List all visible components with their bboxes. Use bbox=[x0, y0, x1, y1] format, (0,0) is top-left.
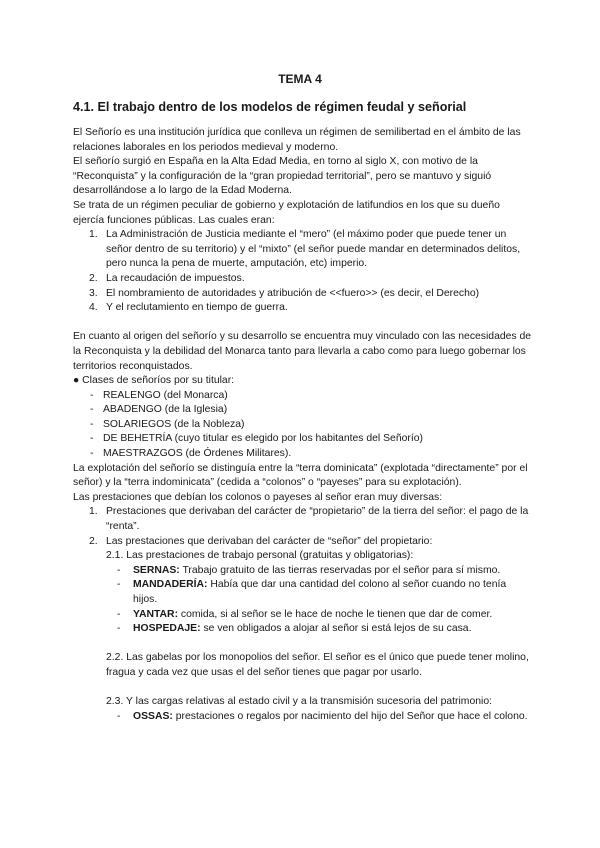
list-item bbox=[73, 535, 533, 550]
list-text: La recaudación de impuestos. bbox=[106, 272, 245, 284]
document-body bbox=[73, 126, 533, 724]
list-number: 1. bbox=[89, 229, 98, 241]
term-label: HOSPEDAJE: bbox=[133, 623, 201, 635]
term-text: se ven obligados a alojar al señor si está lejos de su casa. bbox=[203, 623, 472, 635]
subsection-heading: 2.1. Las prestaciones de trabajo personal (gratuitas y obligatorias): bbox=[106, 550, 414, 562]
intro-paragraph: El señorío surgió en España en la Alta Edad Media, en torno al siglo X, con motivo de la “Reconquista” y la configuración de la “gran propiedad territorial”, pero se mantuvo y siguió desarrollándose a lo largo de la Edad Moderna. bbox=[73, 156, 492, 197]
term-text: Había que dar una cantidad del colono al señor cuando no tenía hijos. bbox=[133, 579, 507, 605]
term-label: OSSAS: bbox=[133, 710, 173, 722]
classes-label: ● Clases de señoríos por su titular: bbox=[73, 375, 235, 387]
term-label: MANDADERÍA: bbox=[133, 579, 208, 591]
list-text: Prestaciones que derivaban del carácter de “propietario” de la tierra del señor: el pago de la “renta”. bbox=[106, 506, 529, 533]
list-text: El nombramiento de autoridades y atribución de <<fuero>> (es decir, el Derecho) bbox=[106, 287, 480, 299]
term-label: SERNAS: bbox=[133, 564, 180, 576]
list-item bbox=[73, 272, 533, 287]
list-text: La Administración de Justicia mediante el “mero” (el máximo poder que puede tener un señor dentro de su territorio) y el “mixto” (el señor puede mandar en determinados delitos, pero nunca la pena de muerte, amputación, etc) imperio. bbox=[106, 229, 521, 270]
list-text: Y el reclutamiento en tiempo de guerra. bbox=[106, 302, 288, 314]
subsection-heading: 2.3. Y las cargas relativas al estado civil y a la transmisión sucesoria del patrimonio: bbox=[106, 696, 492, 708]
prestaciones-intro: Las prestaciones que debían los colonos o payeses al señor eran muy diversas: bbox=[73, 491, 443, 503]
spacer bbox=[73, 637, 533, 652]
list-item: - DE BEHETRÍA (cuyo titular es elegido por los habitantes del Señorío) bbox=[90, 433, 423, 445]
term-label: YANTAR: bbox=[133, 608, 179, 620]
subsection-paragraph: 2.2. Las gabelas por los monopolios del señor. El señor es el único que puede tener molino, fragua y cada vez que usas el del señor tienes que pagar por usarlo. bbox=[106, 652, 529, 678]
list-text: Las prestaciones que derivaban del carácter de “señor” del propietario: bbox=[106, 535, 433, 547]
list-item bbox=[73, 301, 533, 316]
list-item: - SERNAS: Trabajo gratuito de las tierras reservadas por el señor para sí mismo. bbox=[117, 564, 501, 576]
list-item: - REALENGO (del Monarca) bbox=[90, 389, 228, 401]
term-text: prestaciones o regalos por nacimiento del hijo del Señor que hace el colono. bbox=[175, 710, 528, 722]
subsection-2-3 bbox=[73, 695, 533, 710]
list-number: 2. bbox=[89, 535, 98, 547]
origin-paragraph: En cuanto al origen del señorío y su desarrollo se encuentra muy vinculado con las necesidades de la Reconquista y la debilidad del Monarca tanto para llevarla a cabo como para luego gobernar los territorios reconquistados. bbox=[73, 331, 532, 372]
term-text: comida, si al señor se le hace de noche le tienen que dar de comer. bbox=[180, 608, 493, 620]
list-item: - OSSAS: prestaciones o regalos por nacimiento del hijo del Señor que hace el colono. bbox=[117, 710, 528, 722]
list-item: - HOSPEDAJE: se ven obligados a alojar al señor si está lejos de su casa. bbox=[117, 623, 472, 635]
list-item: - SOLARIEGOS (de la Nobleza) bbox=[90, 418, 245, 430]
list-text: DE BEHETRÍA (cuyo titular es elegido por los habitantes del Señorío) bbox=[103, 433, 423, 445]
list-item: - MAESTRAZGOS (de Órdenes Militares). bbox=[90, 448, 292, 460]
list-number: 2. bbox=[89, 272, 98, 284]
list-number: 3. bbox=[89, 287, 98, 299]
list-text: MAESTRAZGOS (de Órdenes Militares). bbox=[103, 448, 292, 460]
list-item: - MANDADERÍA: Había que dar una cantidad del colono al señor cuando no tenía hijos. bbox=[117, 579, 507, 605]
list-text: ABADENGO (de la Iglesia) bbox=[103, 404, 228, 416]
list-text: SOLARIEGOS (de la Nobleza) bbox=[103, 418, 245, 430]
subsection-2-2 bbox=[73, 651, 533, 680]
document-title: TEMA 4 bbox=[278, 72, 322, 86]
list-item bbox=[73, 287, 533, 302]
list-number: 4. bbox=[89, 302, 98, 314]
subsection-2-1 bbox=[73, 549, 533, 564]
functions-list bbox=[73, 228, 533, 316]
list-text: REALENGO (del Monarca) bbox=[103, 389, 228, 401]
list-item: - ABADENGO (de la Iglesia) bbox=[90, 404, 228, 416]
spacer bbox=[73, 681, 533, 696]
list-item bbox=[73, 505, 533, 534]
classes-list bbox=[73, 389, 533, 462]
list-number: 1. bbox=[89, 506, 98, 518]
intro-paragraph: El Señorío es una institución jurídica que conlleva un régimen de semilibertad en el ámbito de las relaciones laborales en los periodos medieval y moderno. bbox=[73, 127, 521, 153]
exploitation-paragraph: La explotación del señorío se distinguía entre la “terra dominicata” (explotada “directamente” por el señor) y la “terra indominicata” (cedida a “colonos” o “payeses” para su explotación). bbox=[73, 462, 528, 489]
section-heading: 4.1. El trabajo dentro de los modelos de régimen feudal y señorial bbox=[73, 100, 467, 114]
term-text: Trabajo gratuito de las tierras reservadas por el señor para sí mismo. bbox=[182, 564, 501, 576]
prestaciones-list bbox=[73, 505, 533, 549]
spacer bbox=[73, 316, 533, 331]
list-item bbox=[73, 228, 533, 272]
intro-paragraph: Se trata de un régimen peculiar de gobierno y explotación de latifundios en los que su dueño ejercía funciones públicas. Las cuales eran: bbox=[73, 199, 500, 226]
list-item: - YANTAR: comida, si al señor se le hace de noche le tienen que dar de comer. bbox=[117, 608, 493, 620]
